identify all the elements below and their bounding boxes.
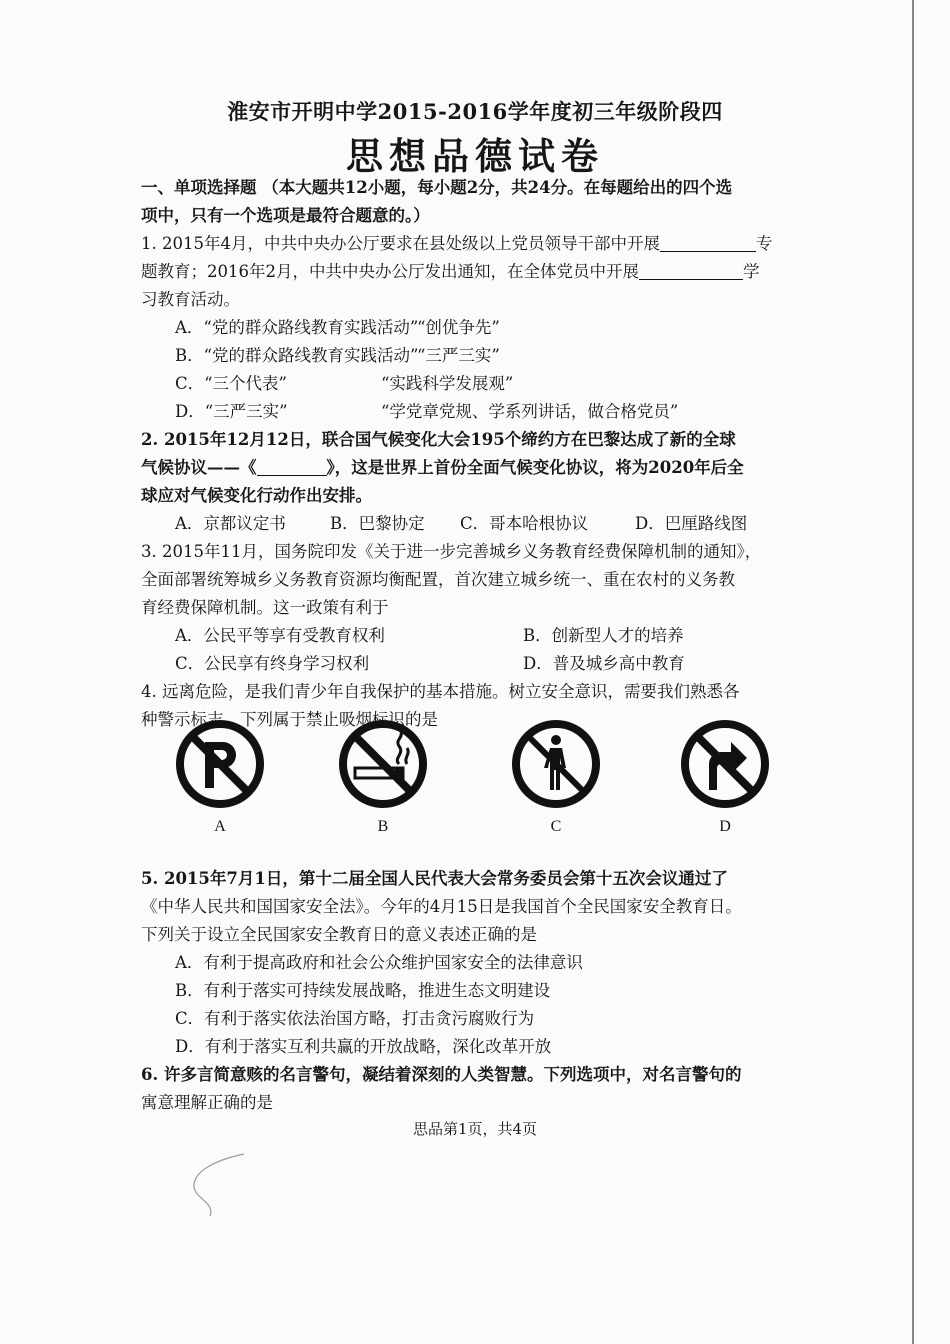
q3-line3: 育经费保障机制。这一政策有利于: [141, 598, 389, 617]
questions-block-2: [141, 866, 801, 1118]
no-pedestrians-icon: [510, 718, 602, 810]
q3-line1: 3. 2015年11月，国务院印发《关于进一步完善城乡义务教育经费保障机制的通知》，: [141, 542, 762, 561]
q4-line1: 4. 远离危险，是我们青少年自我保护的基本措施。树立安全意识，需要我们熟悉各: [141, 682, 740, 701]
q1-option-c: C．“三个代表” “实践科学发展观”: [175, 374, 514, 393]
q3-line2: 全面部署统筹城乡义务教育资源均衡配置，首次建立城乡统一、重在农村的义务教: [141, 570, 735, 589]
q5-option-a: A．有利于提高政府和社会公众维护国家安全的法律意识: [175, 953, 583, 972]
q1-option-a: A．“党的群众路线教育实践活动” “创优争先”: [175, 318, 500, 337]
sign-label-d: D: [719, 818, 731, 835]
q3-options-cd: C．公民享有终身学习权利 D．普及城乡高中教育: [175, 654, 685, 673]
sign-label-c: C: [550, 818, 562, 835]
page-footer: 思品第1页，共4页: [412, 1120, 538, 1138]
q5-option-c: C．有利于落实依法治国方略，打击贪污腐败行为: [175, 1009, 535, 1028]
q3-options-ab: A．公民平等享有受教育权利 B．创新型人才的培养: [175, 626, 684, 645]
q5-option-b: B．有利于落实可持续发展战略，推进生态文明建设: [175, 981, 551, 1000]
q5-line2: 《中华人民共和国国家安全法》。今年的4月15日是我国首个全民国家安全教育日。: [141, 897, 742, 916]
q2-line1: 2. 2015年12月12日，联合国气候变化大会195个缔约方在巴黎达成了新的全球: [141, 430, 736, 449]
pencil-scribble-mark: [186, 1150, 246, 1220]
exam-subtitle: 淮安市开明中学2015-2016学年度初三年级阶段四: [227, 99, 723, 124]
q5-option-d: D．有利于落实互利共赢的开放战略，深化改革开放: [175, 1037, 552, 1056]
sign-option-a: [170, 718, 270, 836]
q1-option-b: B．“党的群众路线教育实践活动” “三严三实”: [175, 346, 500, 365]
q1-line1: 1. 2015年4月，中共中央办公厅要求在县处级以上党员领导干部中开展 专: [141, 234, 773, 253]
q1-line3: 习教育活动。: [141, 290, 240, 309]
q1-option-d: D．“三严三实” “学党章党规、学系列讲话，做合格党员”: [175, 402, 679, 421]
section-heading-line2: 项中，只有一个选项是最符合题意的。）: [141, 206, 430, 225]
scan-edge-line: [912, 0, 914, 1344]
sign-label-a: A: [214, 818, 226, 835]
q6-line2: 寓意理解正确的是: [141, 1093, 273, 1112]
q6-line1: 6. 许多言简意赅的名言警句，凝结着深刻的人类智慧。下列选项中，对名言警句的: [141, 1065, 742, 1084]
q2-line3: 球应对气候变化行动作出安排。: [141, 486, 372, 505]
no-smoking-icon: [337, 718, 429, 810]
q5-line3: 下列关于设立全民国家安全教育日的意义表述正确的是: [141, 925, 537, 944]
questions-block-1: [141, 174, 801, 734]
q1-blank-2: [639, 261, 743, 280]
q1-blank-1: [660, 233, 756, 252]
sign-option-c: [506, 718, 606, 836]
exam-title: 思想品德试卷: [346, 134, 604, 178]
q2-options: A．京都议定书 B．巴黎协定 C．哥本哈根协议 D．巴厘路线图: [175, 514, 748, 533]
no-parking-icon: [174, 718, 266, 810]
section-heading-line1: 一、单项选择题 （本大题共12小题，每小题2分，共24分。在每题给出的四个选: [141, 178, 733, 197]
q1-line2: 题教育；2016年2月，中共中央办公厅发出通知，在全体党员中开展 学: [141, 262, 760, 281]
sign-option-b: [333, 718, 433, 836]
sign-label-b: B: [377, 818, 389, 835]
q2-blank: [257, 457, 327, 476]
no-right-turn-icon: [679, 718, 771, 810]
q5-line1: 5. 2015年7月1日，第十二届全国人民代表大会常务委员会第十五次会议通过了: [141, 869, 728, 888]
sign-option-d: [675, 718, 775, 836]
q2-line2: 气候协议——《 》，这是世界上首份全面气候变化协议，将为2020年后全: [141, 458, 744, 477]
q4-line2: 种警示标志。下列属于禁止吸烟标识的是: [141, 710, 438, 729]
q4-sign-options: [170, 718, 790, 858]
